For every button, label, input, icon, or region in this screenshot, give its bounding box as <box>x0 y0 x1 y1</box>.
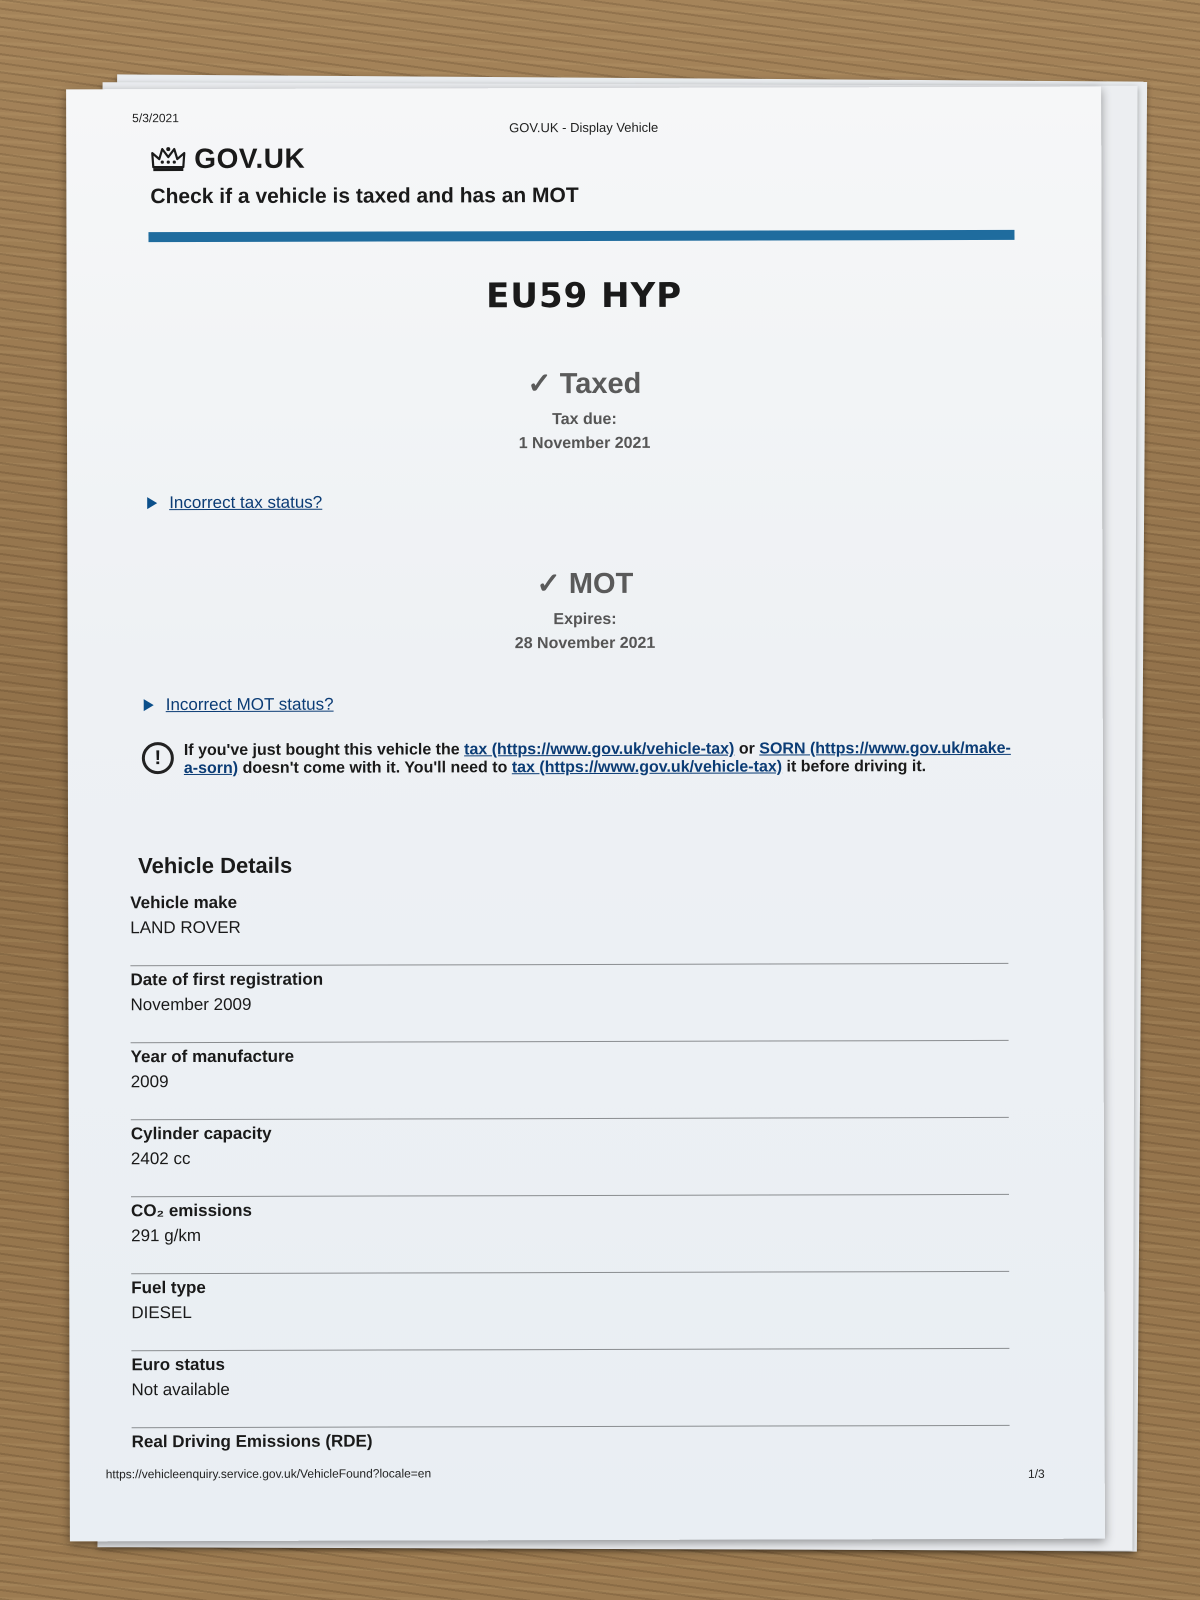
detail-row-cylinder-capacity <box>131 1118 1009 1197</box>
service-name[interactable]: Check if a vehicle is taxed and has an MOT <box>150 184 579 209</box>
detail-value: DIESEL <box>131 1303 192 1323</box>
incorrect-tax-toggle[interactable] <box>147 493 322 513</box>
mot-status: ✓ MOT <box>536 567 634 601</box>
detail-value: November 2009 <box>130 994 252 1015</box>
detail-value: LAND ROVER <box>130 917 241 938</box>
warning-text-part: it before driving it. <box>782 758 927 776</box>
detail-value: Not available <box>131 1379 230 1400</box>
detail-row-make <box>130 887 1008 966</box>
mot-status-block <box>67 565 1102 655</box>
warning-text-part: If you've just bought this vehicle the <box>183 741 465 760</box>
header-bar <box>148 230 1014 242</box>
incorrect-tax-link[interactable]: Incorrect tax status? <box>169 492 323 513</box>
detail-key: CO₂ emissions <box>131 1200 252 1221</box>
print-date: 5/3/2021 <box>132 111 179 126</box>
detail-key: Real Driving Emissions (RDE) <box>131 1431 373 1452</box>
vehicle-tax-link-2[interactable]: tax (https://www.gov.uk/vehicle-tax) <box>511 758 783 777</box>
detail-value: 291 g/km <box>131 1226 202 1246</box>
detail-row-rde <box>132 1426 1010 1505</box>
incorrect-mot-toggle[interactable] <box>144 695 334 715</box>
detail-value: 2402 cc <box>130 1149 191 1169</box>
detail-key: Cylinder capacity <box>130 1123 272 1144</box>
make-a-sorn-link[interactable]: SORN (https://www.gov.uk/make-a-sorn) <box>183 739 1011 778</box>
crown-icon <box>150 145 186 173</box>
tax-status-block <box>67 365 1102 455</box>
mot-expires-date: 28 November 2021 <box>514 634 656 653</box>
incorrect-mot-link[interactable]: Incorrect MOT status? <box>165 694 334 715</box>
warning-text-part: or <box>734 740 760 758</box>
detail-key: Fuel type <box>131 1277 206 1298</box>
brand-name: GOV.UK <box>194 142 306 175</box>
detail-value: 2009 <box>130 1072 169 1092</box>
detail-key: Year of manufacture <box>130 1046 295 1067</box>
registration-plate: EU59 HYP <box>486 275 683 317</box>
tax-due-label: Tax due: <box>552 410 617 429</box>
exclamation-icon: ! <box>142 742 174 774</box>
warning-text <box>184 740 1012 778</box>
detail-row-year-of-manufacture <box>131 1041 1009 1120</box>
tax-due-date: 1 November 2021 <box>518 434 651 453</box>
warning-notice <box>142 740 1012 778</box>
vehicle-details-heading: Vehicle Details <box>138 852 293 879</box>
tax-status: ✓ Taxed <box>527 367 642 401</box>
detail-value <box>132 1455 1010 1457</box>
vehicle-details-list <box>130 887 1010 1505</box>
printed-page <box>66 87 1105 1542</box>
print-footer-url: https://vehicleenquiry.service.gov.uk/VehicleFound?locale=en <box>105 1466 432 1482</box>
triangle-right-icon <box>147 497 157 509</box>
detail-key: Euro status <box>131 1354 225 1375</box>
print-page-number: 1/3 <box>1028 1466 1045 1481</box>
detail-row-euro-status <box>131 1349 1009 1428</box>
mot-expires-label: Expires: <box>553 610 617 629</box>
detail-key: Vehicle make <box>130 892 238 913</box>
triangle-right-icon <box>144 699 154 711</box>
print-title: GOV.UK - Display Vehicle <box>509 119 659 136</box>
detail-row-first-registration <box>130 964 1008 1043</box>
warning-text-part: doesn't come with it. You'll need to <box>238 759 512 777</box>
govuk-logo[interactable] <box>150 143 305 175</box>
detail-row-fuel-type <box>131 1272 1009 1351</box>
detail-row-co2-emissions <box>131 1195 1009 1274</box>
detail-key: Date of first registration <box>130 969 324 990</box>
vehicle-tax-link[interactable]: tax (https://www.gov.uk/vehicle-tax) <box>464 740 735 759</box>
